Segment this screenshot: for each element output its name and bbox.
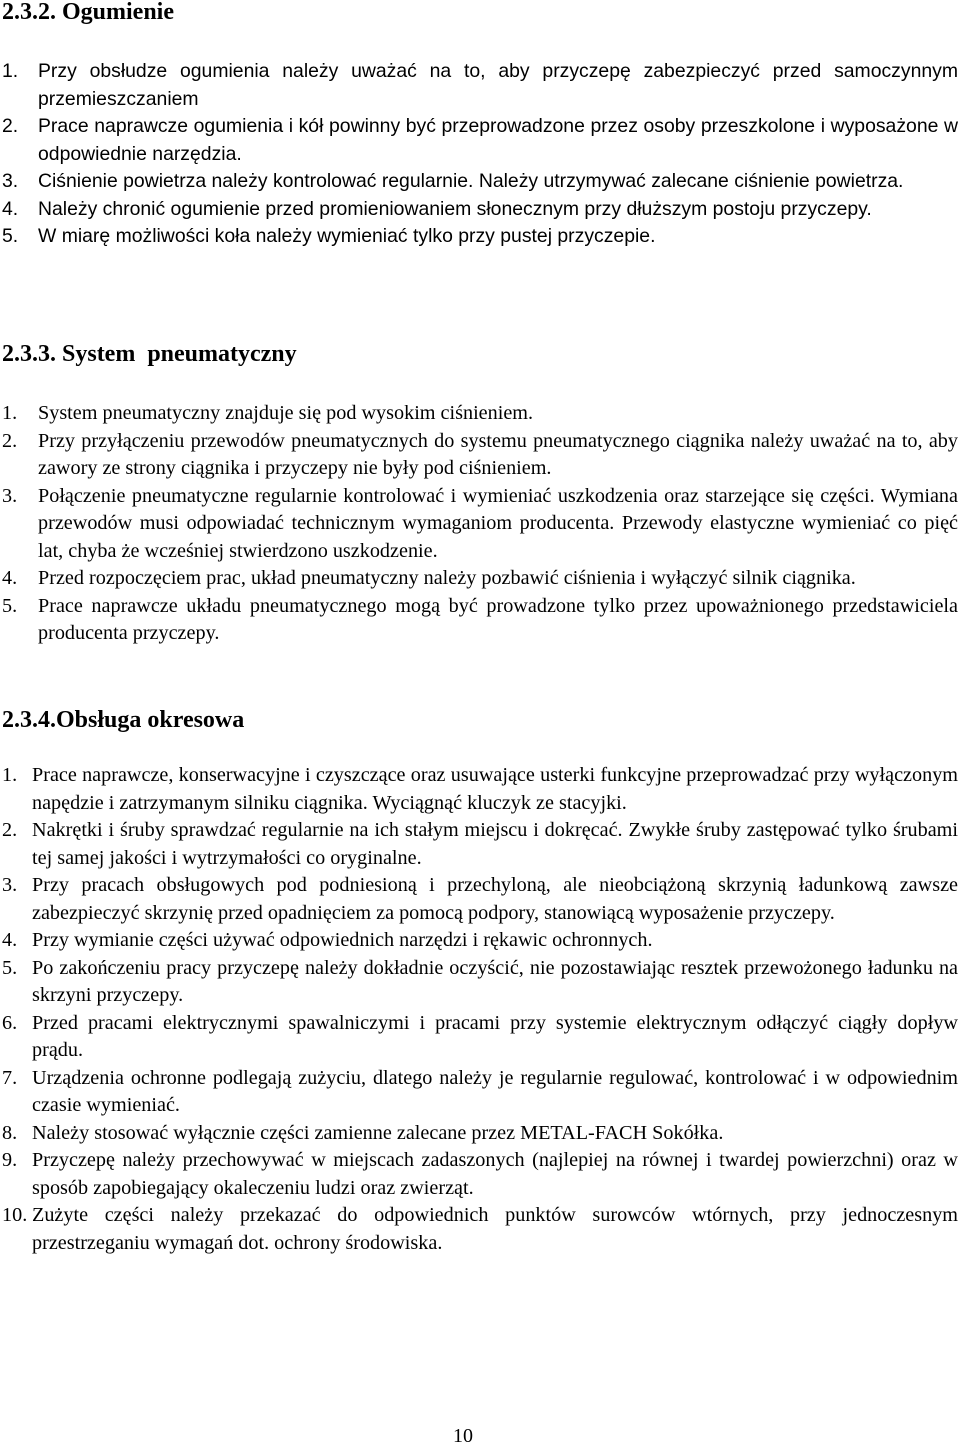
list-item bbox=[2, 762, 958, 817]
ogumienie-list bbox=[2, 58, 958, 251]
list-item-text: Przy pracach obsługowych pod podniesioną i przechyloną, ale nieobciążoną skrzynią ładunkową zawsze zabezpieczyć skrzynię przed opadnięciem za pomocą podpory, stanowiącą wyposażenie przyczepy. bbox=[32, 874, 958, 924]
list-item bbox=[2, 483, 958, 566]
list-item-text: Ciśnienie powietrza należy kontrolować regularnie. Należy utrzymywać zalecane ciśnienie powietrza. bbox=[38, 170, 904, 192]
list-item bbox=[2, 1010, 958, 1065]
list-item bbox=[2, 817, 958, 872]
list-item-text: Przed pracami elektrycznymi spawalniczymi i pracami przy systemie elektrycznym odłączyć ciągły dopływ prądu. bbox=[32, 1011, 958, 1061]
list-item bbox=[2, 1120, 958, 1148]
obsluga-okresowa-list bbox=[2, 762, 958, 1257]
list-item bbox=[2, 168, 958, 196]
list-item-number: 3. bbox=[2, 170, 19, 192]
list-item-number: 6. bbox=[2, 1011, 18, 1034]
list-item bbox=[2, 113, 958, 168]
list-item-number: 4. bbox=[2, 929, 18, 951]
list-item-text: Prace naprawcze układu pneumatycznego mogą być prowadzone tylko przez upoważnionego przedstawiciela producenta przyczepy. bbox=[38, 594, 958, 644]
section-heading-ogumienie: 2.3.2. Ogumienie bbox=[2, 0, 174, 25]
list-item-number: 2. bbox=[2, 115, 19, 137]
section-heading-system-pneumatyczny: 2.3.3. System pneumatyczny bbox=[2, 341, 297, 367]
list-item bbox=[2, 196, 958, 224]
system-pneumatyczny-list bbox=[2, 400, 958, 648]
list-item bbox=[2, 400, 958, 428]
list-item bbox=[2, 872, 958, 927]
list-item-number: 4. bbox=[2, 197, 19, 220]
list-item-text: Należy stosować wyłącznie części zamienne zalecane przez METAL-FACH Sokółka. bbox=[32, 1121, 724, 1144]
list-item-number: 4. bbox=[2, 567, 18, 589]
list-item-number: 9. bbox=[2, 1149, 18, 1171]
list-item-text: Przyczepę należy przechowywać w miejscach zadaszonych (najlepiej na równej i twardej powierzchni) oraz w sposób zapobiegający okaleczeniu ludzi oraz zwierząt. bbox=[32, 1149, 958, 1199]
list-item bbox=[2, 428, 958, 483]
list-item-number: 1. bbox=[2, 60, 19, 82]
list-item-number: 10. bbox=[2, 1204, 28, 1226]
list-item-number: 5. bbox=[2, 956, 18, 979]
list-item-number: 3. bbox=[2, 874, 18, 896]
list-item bbox=[2, 223, 958, 251]
list-item-text: Połączenie pneumatyczne regularnie kontrolować i wymieniać uszkodzenia oraz starzejące się części. Wymiana przewodów musi odpowiadać technicznym wymaganiom producenta. Przewody elastyczne wymieniać co pięć lat, chyba że wcześniej stwierdzono uszkodzenie. bbox=[38, 484, 958, 562]
list-item-text: Prace naprawcze ogumienia i kół powinny być przeprowadzone przez osoby przeszkolone i wyposażone w odpowiednie narzędzia. bbox=[38, 115, 958, 165]
list-item bbox=[2, 593, 958, 648]
list-item-text: Przy wymianie części używać odpowiednich narzędzi i rękawic ochronnych. bbox=[32, 929, 653, 951]
list-item-number: 1. bbox=[2, 764, 18, 786]
list-item-text: Zużyte części należy przekazać do odpowiednich punktów surowców wtórnych, przy jednoczesnym przestrzeganiu wymagań dot. ochrony środowiska. bbox=[32, 1204, 958, 1254]
list-item bbox=[2, 1147, 958, 1202]
list-item bbox=[2, 927, 958, 955]
list-item-number: 5. bbox=[2, 594, 18, 617]
list-item-number: 8. bbox=[2, 1121, 18, 1144]
section-heading-obsluga-okresowa: 2.3.4.Obsługa okresowa bbox=[2, 707, 245, 733]
list-item-text: Przy obsłudze ogumienia należy uważać na to, aby przyczepę zabezpieczyć przed samoczynnym przemieszczaniem bbox=[38, 60, 958, 110]
list-item-text: Należy chronić ogumienie przed promieniowaniem słonecznym przy dłuższym postoju przyczepy. bbox=[38, 197, 872, 220]
list-item-number: 7. bbox=[2, 1066, 18, 1089]
list-item bbox=[2, 1065, 958, 1120]
list-item bbox=[2, 58, 958, 113]
list-item-number: 5. bbox=[2, 225, 19, 247]
list-item-text: Przy przyłączeniu przewodów pneumatycznych do systemu pneumatycznego ciągnika należy uważać na to, aby zawory ze strony ciągnika i przyczepy nie były pod ciśnieniem. bbox=[38, 429, 958, 479]
list-item bbox=[2, 1202, 958, 1257]
list-item-text: Po zakończeniu pracy przyczepę należy dokładnie oczyścić, nie pozostawiając resztek przewożonego ładunku na skrzyni przyczepy. bbox=[32, 956, 958, 1006]
list-item-number: 1. bbox=[2, 402, 18, 424]
list-item-text: Przed rozpoczęciem prac, układ pneumatyczny należy pozbawić ciśnienia i wyłączyć silnik ciągnika. bbox=[38, 567, 856, 589]
page-number: 10 bbox=[453, 1425, 473, 1447]
list-item bbox=[2, 565, 958, 593]
list-item bbox=[2, 955, 958, 1010]
list-item-text: Prace naprawcze, konserwacyjne i czyszczące oraz usuwające usterki funkcyjne przeprowadzać przy wyłączonym napędzie i zatrzymanym silniku ciągnika. Wyciągnąć kluczyk ze stacyjki. bbox=[32, 764, 958, 814]
list-item-text: System pneumatyczny znajduje się pod wysokim ciśnieniem. bbox=[38, 402, 534, 424]
list-item-text: Urządzenia ochronne podlegają zużyciu, dlatego należy je regularnie regulować, kontrolować i w odpowiednim czasie wymieniać. bbox=[32, 1066, 958, 1116]
list-item-text: W miarę możliwości koła należy wymieniać tylko przy pustej przyczepie. bbox=[38, 225, 656, 247]
list-item-number: 2. bbox=[2, 819, 18, 841]
list-item-text: Nakrętki i śruby sprawdzać regularnie na ich stałym miejscu i dokręcać. Zwykłe śruby zastępować tylko śrubami tej samej jakości i wytrzymałości co oryginalne. bbox=[32, 819, 958, 869]
list-item-number: 3. bbox=[2, 484, 18, 507]
list-item-number: 2. bbox=[2, 429, 18, 452]
